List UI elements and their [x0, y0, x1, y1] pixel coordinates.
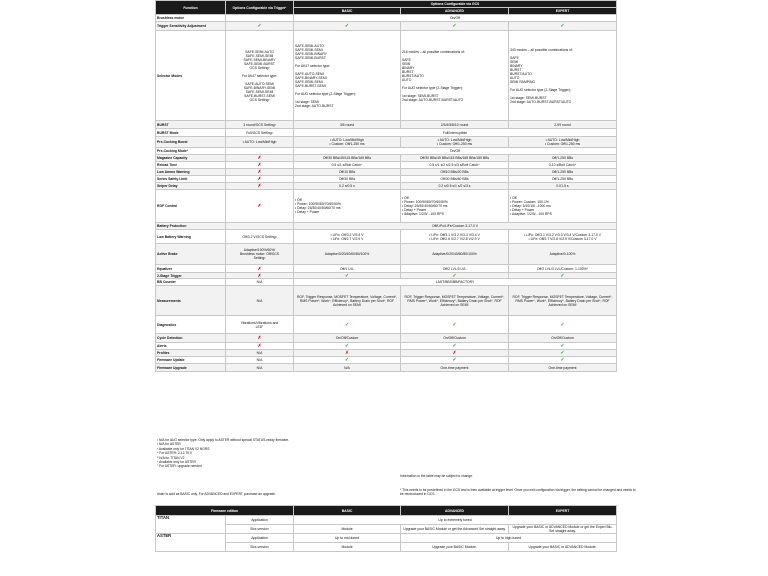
header-gcs: Options Configurable via GCS [294, 1, 617, 8]
row-label-active-brake: Active Brake [156, 244, 226, 265]
titan-application-label: Application [226, 516, 294, 525]
row-label-rof-control: ROF Control [156, 190, 226, 223]
advanced-cell-2-stage-trigger: ✓ [401, 273, 509, 279]
titan-application-value: Up to extremely tuned [294, 516, 617, 525]
aster-box-basic: Module [294, 543, 401, 552]
expert-cell-trigger-sensitivity-adjustment: ✓ [509, 22, 617, 31]
row-label-pre-cocking-mode: Pre-Cocking Mode³ [156, 148, 226, 155]
basic-cell-series-safety-limit: Off/30 BBs [294, 176, 401, 183]
trigger-cell-rof-control: ✗ [226, 190, 294, 223]
header-expert: EXPERT [509, 8, 617, 15]
table-row [156, 223, 617, 230]
titan-box-label: Box-version [226, 525, 294, 534]
row-label-diagnostics: Diagnostics [156, 316, 226, 334]
aster-application-rest: Up to high-tuned [401, 534, 617, 543]
trigger-cell-pre-cocking-boost: • AUTO: Low/Mid/High [226, 137, 294, 148]
header-function: Function [156, 1, 226, 15]
advanced-cell-low-battery-warning: • LiPo: Off/3.1 V/3.2 V/3.3 V/3.4 V • LiFe: Off/2.6 V/2.7 V/2.8 V/2.9 V [401, 230, 509, 244]
aster-box-expert: Upgrade your BASIC or ADVANCED Module. [509, 543, 617, 552]
row-label-reload-time: Reload Time [156, 162, 226, 169]
basic-cell-firmware-upgrade: N/A [294, 364, 401, 372]
titan-box-advanced: Upgrade your BASIC Module or get the Advanced Set straight away. [401, 525, 509, 534]
aster-application-basic: Up to mid-tuned [294, 534, 401, 543]
expert-cell-burst: 2-99 round [509, 121, 617, 129]
expert-cell-selector-modes: 343 modes – all possible combinations of: SAFE SEMI BINARY BURST BURST/AUTO AUTO SEMI RAMPING For AUG selector type (2-Stage Trigger): 1st stage: SEMI-BURST 2nd stage: AUTO-BURST-BURST/AUTO [509, 31, 617, 121]
table-row [156, 357, 617, 364]
advanced-cell-burst: 2/3/4/5/8/10 round [401, 121, 509, 129]
table-row [156, 343, 617, 350]
advanced-cell-firmware-update: ✓ [401, 357, 509, 364]
basic-cell-low-battery-warning: • LiPo: Off/3.2 V/3.4 V • LiFe: Off/2.7 V/2.9 V [294, 230, 401, 244]
advanced-cell-equalizer: Off/2 LVL/3 LVL [401, 265, 509, 273]
table-row [156, 230, 617, 244]
header-basic: BASIC [294, 8, 401, 15]
basic-cell-burst: 3/5 round [294, 121, 401, 129]
advanced-cell-cycle-detection: On/Off/Custom [401, 334, 509, 343]
expert-cell-reload-time: 0-10 s/Bolt Catch⁴ [509, 162, 617, 169]
basic-cell-profiles: ✗ [294, 350, 401, 357]
expert-cell-equalizer: Off/2 LVL/3 LVL/Custom: 1-100%⁵ [509, 265, 617, 273]
trigger-cell-diagnostics: Vibrations/Vibrations and LED⁷ [226, 316, 294, 334]
row-label-series-safety-limit: Series Safety Limit [156, 176, 226, 183]
table-row [156, 129, 617, 137]
expert-cell-profiles: ✓ [509, 350, 617, 357]
advanced-cell-firmware-upgrade: One-time payment [401, 364, 509, 372]
table-row [156, 334, 617, 343]
table-row [156, 176, 617, 183]
expert-cell-firmware-upgrade: One-time payment [509, 364, 617, 372]
advanced-cell-series-safety-limit: Off/30 BBs/60 BBs [401, 176, 509, 183]
basic-cell-alerts: ✓ [294, 343, 401, 350]
advanced-cell-reload-time: 0.5 s/1 s/2 s/2.5 s/3 s/Bolt Catch⁴ [401, 162, 509, 169]
row-label-alerts: Alerts [156, 343, 226, 350]
expert-cell-diagnostics: ✓ [509, 316, 617, 334]
gcs-cell-burst-mode: Full/Interruptible [294, 129, 617, 137]
basic-cell-selector-modes: SAFE-SEMI-AUTO SAFE-SEMI-SEMI SAFE-SEMI-BINARY SAFE-SEMI-BURST For AK47 selector type: SAFE-AUTO-SEMI SAFE-BINARY-SEMI SAFE-SEMI-SEMI SAFE-BURST-SEMI For AUG selector type (2-Stage Trigger): 1st stage: SEMI 2nd stage: AUTO-BURST [294, 31, 401, 121]
table-row [156, 190, 617, 223]
trigger-cell-brushless-motor [226, 15, 294, 22]
titan-box-basic: Module [294, 525, 401, 534]
expert-cell-magazine-capacity: Off/1-250 BBs [509, 155, 617, 162]
trigger-cell-firmware-upgrade: N/A [226, 364, 294, 372]
trigger-cell-reload-time: ✗ [226, 162, 294, 169]
expert-cell-sniper-delay: 0.01-5 s [509, 183, 617, 190]
trigger-cell-2-stage-trigger: ✗ [226, 273, 294, 279]
basic-cell-firmware-update: ✓ [294, 357, 401, 364]
edition-aster: ASTER [156, 534, 226, 552]
row-label-brushless-motor: Brushless motor [156, 15, 226, 22]
basic-cell-sniper-delay: 0.2 s/0.5 s [294, 183, 401, 190]
row-label-cycle-detection: Cycle Detection [156, 334, 226, 343]
table-row [156, 31, 617, 121]
gcs-cell-bb-counter: LAST/BBS/BB/FACTORY [294, 279, 617, 286]
trigger-cell-alerts: ✗ [226, 343, 294, 350]
trigger-cell-burst: 3 round/GCS Setting² [226, 121, 294, 129]
row-label-pre-cocking-boost: Pre-Cocking Boost [156, 137, 226, 148]
table-row [156, 22, 617, 31]
table-row [156, 169, 617, 176]
table-body [156, 15, 617, 372]
gcs-cell-brushless-motor: On/Off [294, 15, 617, 22]
edition-header-advanced: ADVANCED [401, 506, 509, 516]
footnotes-left: ¹ N/A for AUG selector type. Only apply to ASTER without special STATUS-ready firmware. ² N/A for ASTER ³ Available only for TITAN V2 NGRS ⁴ For ASTER: 2-12.75 V ⁵ N/A for TITAN V2 ⁶ Available only for ASTER ⁷ For ASTER: upgrade needed [157, 438, 290, 469]
expert-cell-pre-cocking-boost: • AUTO: Low/Mid/High • Custom: Off/1-250 ms [509, 137, 617, 148]
table-row [156, 183, 617, 190]
advanced-cell-selector-modes: 216 modes – all possible combinations of: SAFE SEMI BINARY BURST BURST/AUTO AUTO For AUG selector type (2-Stage Trigger): 1st stage: SEMI-BURST 2nd stage: AUTO-BURST-BURST/AUTO [401, 31, 509, 121]
table-row [156, 162, 617, 169]
trigger-cell-measurements: N/A [226, 286, 294, 316]
row-label-trigger-sensitivity-adjustment: Trigger Sensitivity Adjustment [156, 22, 226, 31]
row-label-selector-modes: Selector Modes [156, 31, 226, 121]
row-label-burst-mode: BURST Mode [156, 129, 226, 137]
expert-cell-measurements: ROF, Trigger Response, MOSFET Temperature, Voltage, Current⁶, RMS Power⁶, Work⁶, Efficiency⁶, Battery Drain per Shot⁶, ROF Achieved on SEMI [509, 286, 617, 316]
trigger-cell-selector-modes: SAFE-SEMI-AUTO SAFE-SEMI-SEMI SAFE-SEMI-BINARY SAFE-SEMI-BURST GCS Setting² For AK47 selector type: SAFE-AUTO-SEMI SAFE-BINARY-SEMI SAFE-SEMI-SEMI SAFE-BURST-SEMI GCS Setting² [226, 31, 294, 121]
basic-cell-trigger-sensitivity-adjustment: ✓ [294, 22, 401, 31]
basic-cell-cycle-detection: On/Off/Custom [294, 334, 401, 343]
basic-cell-2-stage-trigger: ✓ [294, 273, 401, 279]
basic-cell-equalizer: Off/1 LVL [294, 265, 401, 273]
trigger-cell-battery-protection [226, 223, 294, 230]
table-row [156, 350, 617, 357]
table-row [156, 15, 617, 22]
row-label-firmware-update: Firmware Update [156, 357, 226, 364]
trigger-cell-cycle-detection: ✗ [226, 334, 294, 343]
row-label-low-ammo-warning: Low Ammo Warning [156, 169, 226, 176]
trigger-cell-active-brake: Adaptive/100%/60%/ Brushless motor: Off/GCS Setting² [226, 244, 294, 265]
trigger-cell-profiles: N/A [226, 350, 294, 357]
row-label-battery-protection: Battery Protection [156, 223, 226, 230]
footnote-aster: Aster is sold as BASIC only. For ADVANCED and EXPERT purchase an upgrade. [157, 492, 276, 496]
trigger-cell-low-battery-warning: Off/3.2 V/GCS Setting² [226, 230, 294, 244]
expert-cell-low-battery-warning: • LiPo: Off/3.1 V/3.2 V/3.3 V/3.4 V/Custom 3-17.0 V • LiFe: Off/2.7 V/2.8 V/2.9 V/Custom 3-17.0 V [509, 230, 617, 244]
advanced-cell-magazine-capacity: Off/30 BBs/45 BBs/115 BBs/165 BBs/185 BBs [401, 155, 509, 162]
table-row [156, 137, 617, 148]
row-label-magazine-capacity: Magazine Capacity [156, 155, 226, 162]
trigger-cell-sniper-delay: ✗ [226, 183, 294, 190]
trigger-cell-series-safety-limit: ✗ [226, 176, 294, 183]
row-label-equalizer: Equalizer [156, 265, 226, 273]
basic-cell-reload-time: 0.5 s/1 s/Bolt Catch⁴ [294, 162, 401, 169]
table-row [156, 148, 617, 155]
basic-cell-diagnostics: ✓ [294, 316, 401, 334]
advanced-cell-diagnostics: ✓ [401, 316, 509, 334]
advanced-cell-profiles: ✗ [401, 350, 509, 357]
basic-cell-pre-cocking-boost: • AUTO: Low/Mid/High • Custom: Off/1-250 ms [294, 137, 401, 148]
trigger-cell-magazine-capacity: ✗ [226, 155, 294, 162]
advanced-cell-trigger-sensitivity-adjustment: ✓ [401, 22, 509, 31]
table-row [156, 265, 617, 273]
edition-table [155, 505, 617, 552]
footnote-predefined: * This needs to be predefined in the GCS and is then available at trigger level. Once you exit configuration via trigger, the setting cannot be changed and needs to be reintroduced in GCS. [400, 488, 636, 497]
expert-cell-active-brake: Adaptive/0-100% [509, 244, 617, 265]
expert-cell-rof-control: • Off • Power: Custom: 100-1% • Delay: 5/10/15/...1000 ms • Delay + Power • Adaptive: 1/2/3/...100 RPS [509, 190, 617, 223]
expert-cell-2-stage-trigger: ✓ [509, 273, 617, 279]
table-row [156, 286, 617, 316]
trigger-cell-firmware-update: N/A [226, 357, 294, 364]
advanced-cell-active-brake: Adaptive/0/20/40/60/80/100% [401, 244, 509, 265]
footnote-change: Information in the table may be subject to change. [400, 474, 473, 478]
advanced-cell-sniper-delay: 0.2 s/0.5 s/1 s/2 s/3 s [401, 183, 509, 190]
header-trigger: Options Configurable via Trigger¹ [226, 1, 294, 15]
edition-header-firmware: Firmware edition [156, 506, 294, 516]
gcs-cell-battery-protection: Off/LiPo/LiFe/Custom 3-17.0 V [294, 223, 617, 230]
expert-cell-firmware-update: ✓ [509, 357, 617, 364]
basic-cell-rof-control: • Off • Power: 100/90/80/70/60/50% • Delay: 25/30/40/50/60/70 ms • Delay + Power [294, 190, 401, 223]
table-row [156, 155, 617, 162]
feature-comparison-table [155, 0, 617, 372]
row-label-profiles: Profiles [156, 350, 226, 357]
advanced-cell-rof-control: • Off • Power: 100/90/80/70/60/50% • Delay: 25/30/40/50/60/70 ms • Delay + Power • Adaptive: 1/2/3/...100 RPS [401, 190, 509, 223]
row-label-2-stage-trigger: 2-Stage Trigger [156, 273, 226, 279]
aster-application-label: Application [226, 534, 294, 543]
advanced-cell-measurements: ROF, Trigger Response, MOSFET Temperature, Voltage, Current⁶, RMS Power⁶, Work⁶, Efficiency⁶, Battery Drain per Shot⁶, ROF Achieved on SEMI [401, 286, 509, 316]
edition-titan: TITAN [156, 516, 226, 534]
titan-box-expert: Upgrade your BASIC or ADVANCED Module or get the Expert Blu-Set straight away. [509, 525, 617, 534]
comparison-table-wrap [155, 0, 616, 372]
edition-header-expert: EXPERT [509, 506, 617, 516]
edition-header-basic: BASIC [294, 506, 401, 516]
advanced-cell-low-ammo-warning: Off/10 BBs/20 BBs [401, 169, 509, 176]
table-row [156, 244, 617, 265]
row-label-bb-counter: BB Counter [156, 279, 226, 286]
table-row [156, 121, 617, 129]
row-label-burst: BURST [156, 121, 226, 129]
trigger-cell-bb-counter: N/A [226, 279, 294, 286]
expert-cell-alerts: ✓ [509, 343, 617, 350]
basic-cell-magazine-capacity: Off/30 BBs/45/115 BBs/165 BBs [294, 155, 401, 162]
row-label-low-battery-warning: Low Battery Warning [156, 230, 226, 244]
trigger-cell-burst-mode: Full/GCS Setting² [226, 129, 294, 137]
expert-cell-series-safety-limit: Off/1-250 BBs [509, 176, 617, 183]
basic-cell-low-ammo-warning: Off/10 BBs [294, 169, 401, 176]
table-row [156, 279, 617, 286]
advanced-cell-alerts: ✓ [401, 343, 509, 350]
advanced-cell-pre-cocking-boost: • AUTO: Low/Mid/High • Custom: Off/1-250 ms [401, 137, 509, 148]
trigger-cell-pre-cocking-mode [226, 148, 294, 155]
row-label-sniper-delay: Sniper Delay [156, 183, 226, 190]
gcs-cell-pre-cocking-mode: On/Off [294, 148, 617, 155]
expert-cell-cycle-detection: On/Off/Custom [509, 334, 617, 343]
table-row [156, 316, 617, 334]
table-row [156, 364, 617, 372]
row-label-measurements: Measurements [156, 286, 226, 316]
trigger-cell-equalizer: ✗ [226, 265, 294, 273]
header-advanced: ADVANCED [401, 8, 509, 15]
basic-cell-measurements: ROF, Trigger Response, MOSFET Temperature, Voltage, Current⁶, RMS Power⁶, Work⁶, Efficiency⁶, Battery Drain per Shot⁶, ROF Achieved on SEMI [294, 286, 401, 316]
aster-box-advanced: Upgrade your BASIC Module. [401, 543, 509, 552]
row-label-firmware-upgrade: Firmware Upgrade [156, 364, 226, 372]
trigger-cell-trigger-sensitivity-adjustment: ✓ [226, 22, 294, 31]
expert-cell-low-ammo-warning: Off/1-250 BBs [509, 169, 617, 176]
trigger-cell-low-ammo-warning: ✗ [226, 169, 294, 176]
basic-cell-active-brake: Adaptive/0/20/40/60/80/100% [294, 244, 401, 265]
aster-box-label: Box-version [226, 543, 294, 552]
